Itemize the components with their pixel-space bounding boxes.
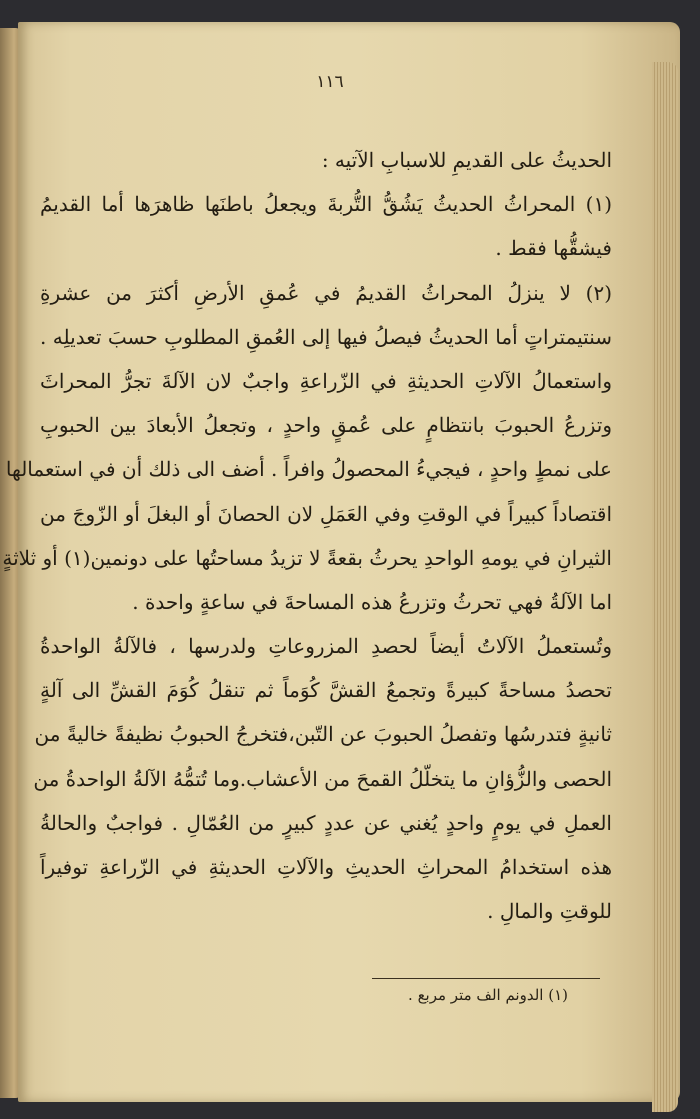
text-line: تحصدُ مساحةً كبيرةً وتجمعُ القشَّ كُوَماً ثم تنقلُ كُوَمَ القشِّ الى آلةٍ — [40, 678, 612, 703]
text-line: وتُستعملُ الآلاتُ أيضاً لحصدِ المزروعاتِ ولدرسها ، فالآلةُ الواحدةُ — [40, 634, 612, 659]
text-line: فيشقُّها فقط . — [495, 236, 612, 261]
text-line: اقتصاداً كبيراً في الوقتِ وفي العَمَلِ لان الحصانَ أو البغلَ أو الزّوجَ من — [40, 501, 612, 526]
text-line: واستعمالُ الآلاتِ الحديثةِ في الزّراعةِ واجبٌ لان الآلةَ تجرُّ المحراثَ — [40, 368, 612, 393]
footnote-divider — [372, 978, 600, 979]
page-stack-edge — [652, 62, 678, 1112]
text-line: سنتيمتراتٍ أما الحديثُ فيصلُ فيها إلى العُمقِ المطلوبِ حسبَ تعديلِه . — [40, 324, 612, 349]
page-number: ١١٦ — [316, 72, 344, 92]
text-line: الثيرانِ في يومهِ الواحدِ يحرثُ بقعةً لا تزيدُ مساحتُها على دونمين(١) أو ثلاثةٍ — [2, 545, 612, 570]
text-line: الحصى والزُّؤانِ ما يتخلّلُ القمحَ من الأعشاب.وما تُتمُّهُ الآلةُ الواحدةُ من — [33, 766, 612, 791]
text-line: للوقتِ والمالِ . — [487, 899, 612, 924]
text-line: ثانيةٍ فتدرسُها وتفصلُ الحبوبَ عن التّبن،فتخرجُ الحبوبُ نظيفةً خاليةً من — [34, 722, 612, 747]
text-line: وتزرعُ الحبوبَ بانتظامٍ على عُمقٍ واحدٍ ، وتجعلُ الأبعادَ بين الحبوبِ — [40, 413, 612, 438]
text-line: هذه استخدامُ المحراثِ الحديثِ والآلاتِ الحديثةِ في الزّراعةِ توفيراً — [40, 855, 612, 879]
text-line: على نمطٍ واحدٍ ، فيجيءُ المحصولُ وافراً . أضف الى ذلك أن في استعمالها — [5, 457, 612, 482]
text-line: اما الآلةُ فهي تحرثُ وتزرعُ هذه المساحةَ في ساعةٍ واحدة . — [132, 589, 612, 614]
footnote: (١) الدونم الف متر مربع . — [408, 986, 568, 1004]
body-text — [2, 138, 612, 933]
text-line: (٢) لا ينزلُ المحراثُ القديمُ في عُمقِ الأرضِ أكثرَ من عشرةِ — [40, 280, 612, 305]
text-line: العملِ في يومٍ واحدٍ يُغني عن عددٍ كبيرٍ من العُمّالِ . فواجبٌ والحالةُ — [40, 810, 612, 835]
text-line: الحديثُ على القديمِ للاسبابِ الآتيه : — [321, 148, 612, 172]
text-line: (١) المحراثُ الحديثُ يَشُقُّ التُّربةَ ويجعلُ باطنَها ظاهرَها أما القديمُ — [40, 192, 612, 217]
